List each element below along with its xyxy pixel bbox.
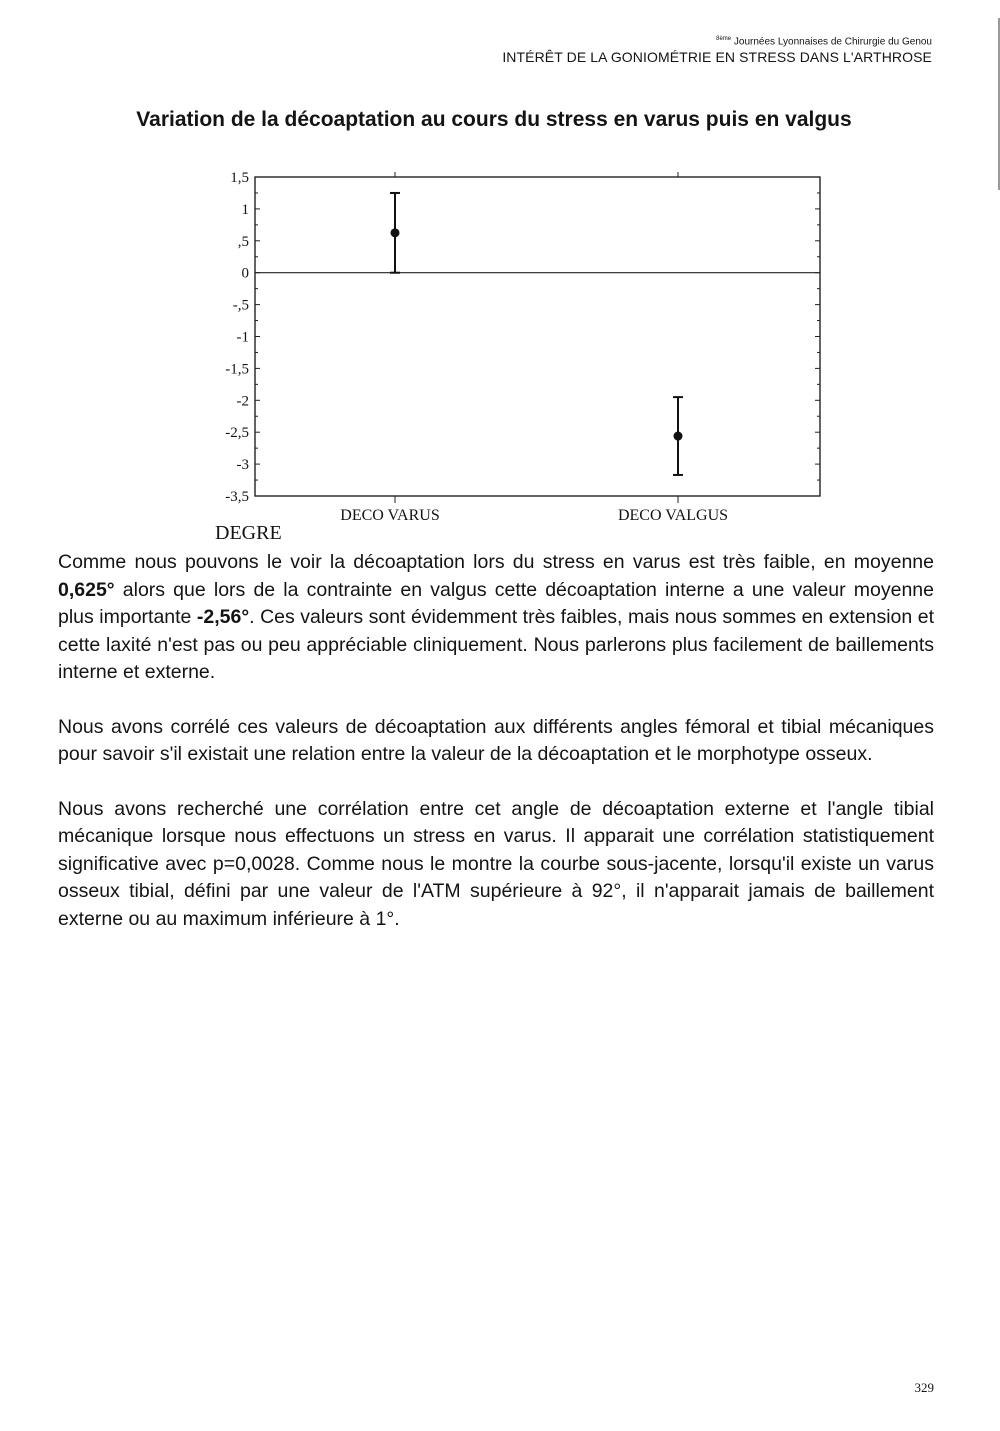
chart-marks [390,193,683,475]
p1-part-c: alors que lors de la contrainte en valgus cette décoaptation interne a une valeur moyenne plus importante [58,578,934,628]
mean-point [391,228,400,237]
p1-part-a: Comme nous pouvons le voir la décoaptation lors du stress en varus est très faible, en moyenne [58,551,934,573]
valgus-mean-value: -2,56° [196,606,250,628]
plot-frame [255,177,820,496]
y-tick-label: 1 [241,201,249,218]
x-tick-label: DECO VALGUS [617,507,729,524]
errorbar-chart [0,160,1000,540]
p1-part-e: . Ces valeurs sont évidemment très faibles, mais nous sommes en extension et cette laxité n'est pas ou peu appréciable cliniquement. Nous parlerons plus facilement de baillements interne et externe. [58,606,934,683]
running-header [502,36,932,66]
y-tick-label: -1 [236,329,249,346]
y-ticks [225,170,820,524]
y-axis-label: DEGRE [215,522,282,540]
paragraph-2: Nous avons corrélé ces valeurs de décoaptation aux différents angles fémoral et tibial mécaniques pour savoir s'il existait une relation entre la valeur de la décoaptation et le morphotype osseux. [58,715,934,765]
y-tick-label: -1,5 [225,361,249,378]
mean-point [674,432,683,441]
y-tick-label: 1,5 [230,170,249,186]
figure-title: Variation de la décoaptation au cours du stress en varus puis en valgus [136,108,852,131]
header-subject: INTÉRÊT DE LA GONIOMÉTRIE EN STRESS DANS L'ARTHROSE [502,48,932,65]
y-tick-label: -,5 [232,297,249,314]
conference-superscript: 8ème [716,36,732,42]
chart-axes [255,177,820,496]
body-text [58,549,934,960]
y-tick-label: -3 [236,457,249,474]
conference-text: Journées Lyonnaises de Chirurgie du Genou [733,36,932,48]
page-number: 329 [914,1380,934,1395]
conference-name [502,36,932,49]
paragraph-3: Nous avons recherché une corrélation entre cet angle de décoaptation externe et l'angle tibial mécanique lorsque nous effectuons un stress en varus. Il apparait une corrélation statistiquement significative avec p=0,0028. Comme nous le montre la courbe sous-jacente, lorsqu'il existe un varus osseux tibial, défini par une valeur de l'ATM supérieure à 92°, il n'apparait jamais de baillement externe ou au maximum inférieure à 1°. [58,797,934,930]
y-tick-label: -2 [236,393,249,410]
paragraph-1 [58,549,934,687]
y-tick-label: -3,5 [225,489,249,505]
y-tick-label: -2,5 [225,425,249,442]
x-tick-label: DECO VARUS [340,507,440,524]
y-tick-label: ,5 [237,233,249,250]
varus-mean-value: 0,625° [58,578,115,601]
y-tick-label: 0 [241,265,249,282]
